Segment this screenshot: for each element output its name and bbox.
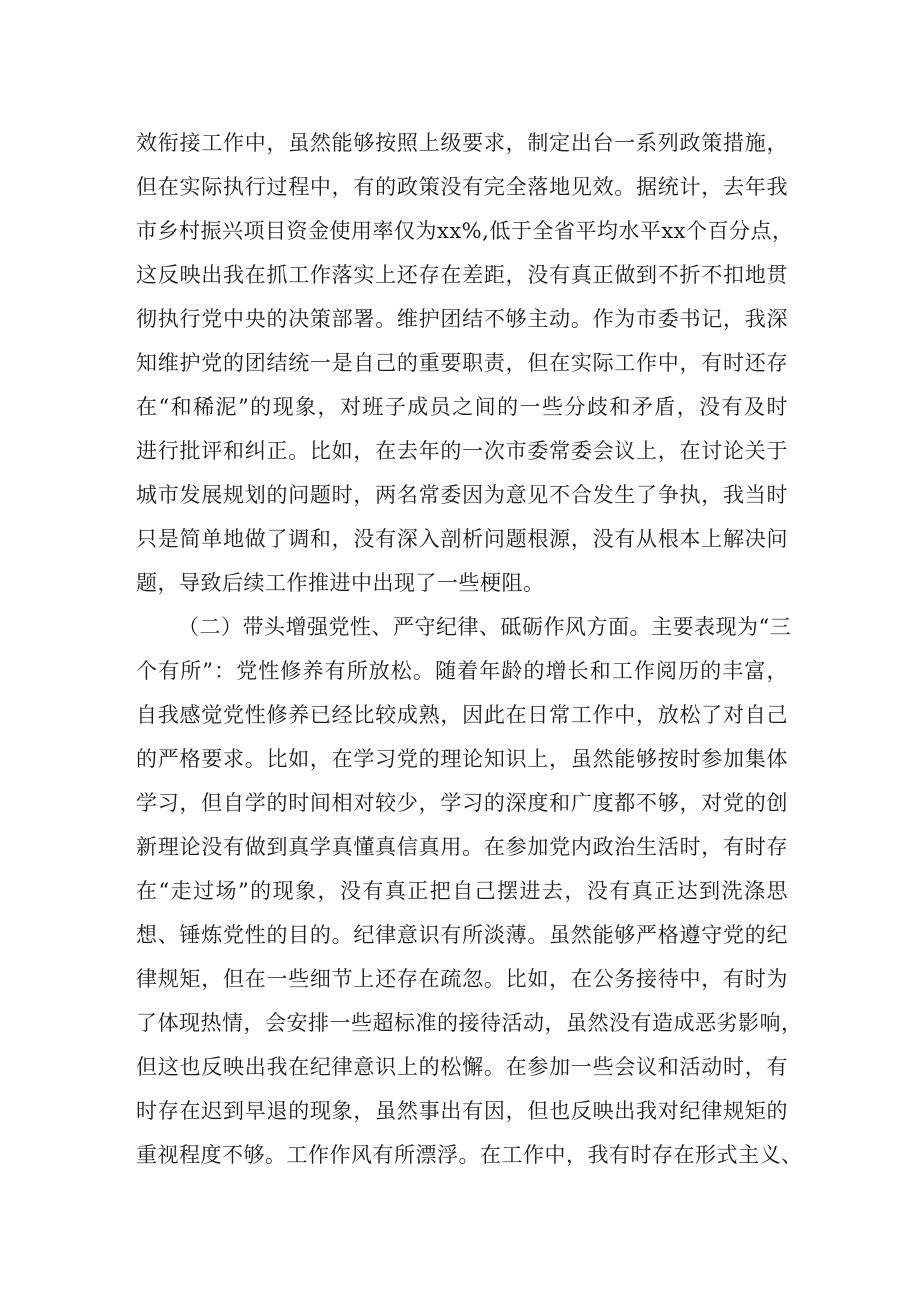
text-line: 自我感觉党性修养已经比较成熟，因此在日常工作中，放松了对自己 <box>136 703 788 727</box>
text-line: 的严格要求。比如，在学习党的理论知识上，虽然能够按时参加集体 <box>136 747 788 771</box>
text-line: 只是简单地做了调和，没有深入剖析问题根源，没有从根本上解决问 <box>136 527 788 551</box>
text-line: 题，导致后续工作推进中出现了一些梗阻。 <box>136 571 545 595</box>
text-line: 想、锤炼党性的目的。纪律意识有所淡薄。虽然能够严格遵守党的纪 <box>136 923 788 947</box>
paragraph-1 <box>136 121 794 605</box>
text-line: 新理论没有做到真学真懂真信真用。在参加党内政治生活时，有时存 <box>136 835 788 859</box>
text-line: 在“和稀泥”的现象，对班子成员之间的一些分歧和矛盾，没有及时 <box>136 395 788 419</box>
text-line: 效衔接工作中，虽然能够按照上级要求，制定出台一系列政策措施， <box>136 131 788 155</box>
text-line: 时存在迟到早退的现象，虽然事出有因，但也反映出我对纪律规矩的 <box>136 1099 788 1123</box>
text-line: 个有所”：党性修养有所放松。随着年龄的增长和工作阅历的丰富， <box>136 659 788 683</box>
text-line: 这反映出我在抓工作落实上还存在差距，没有真正做到不折不扣地贯 <box>136 263 788 287</box>
text-line: 在“走过场”的现象，没有真正把自己摆进去，没有真正达到洗涤思 <box>136 879 788 903</box>
text-line: 但这也反映出我在纪律意识上的松懈。在参加一些会议和活动时，有 <box>136 1055 788 1079</box>
text-line: 进行批评和纠正。比如，在去年的一次市委常委会议上，在讨论关于 <box>136 439 788 463</box>
text-line: 彻执行党中央的决策部署。维护团结不够主动。作为市委书记，我深 <box>136 307 788 331</box>
text-line: 市乡村振兴项目资金使用率仅为xx%,低于全省平均水平xx个百分点， <box>136 219 794 243</box>
text-line: 重视程度不够。工作作风有所漂浮。在工作中，我有时存在形式主义、 <box>136 1143 803 1167</box>
text-line: 但在实际执行过程中，有的政策没有完全落地见效。据统计，去年我 <box>136 175 788 199</box>
text-line: 知维护党的团结统一是自己的重要职责，但在实际工作中，有时还存 <box>136 351 788 375</box>
text-line: 律规矩，但在一些细节上还存在疏忽。比如，在公务接待中，有时为 <box>136 967 788 991</box>
paragraph-2 <box>136 605 803 1177</box>
text-line: （二）带头增强党性、严守纪律、砥砺作风方面。主要表现为“三 <box>178 615 792 639</box>
text-line: 学习，但自学的时间相对较少，学习的深度和广度都不够，对党的创 <box>136 791 788 815</box>
text-line: 了体现热情，会安排一些超标准的接待活动，虽然没有造成恶劣影响， <box>136 1011 803 1035</box>
text-line: 城市发展规划的问题时，两名常委因为意见不合发生了争执，我当时 <box>136 483 788 507</box>
